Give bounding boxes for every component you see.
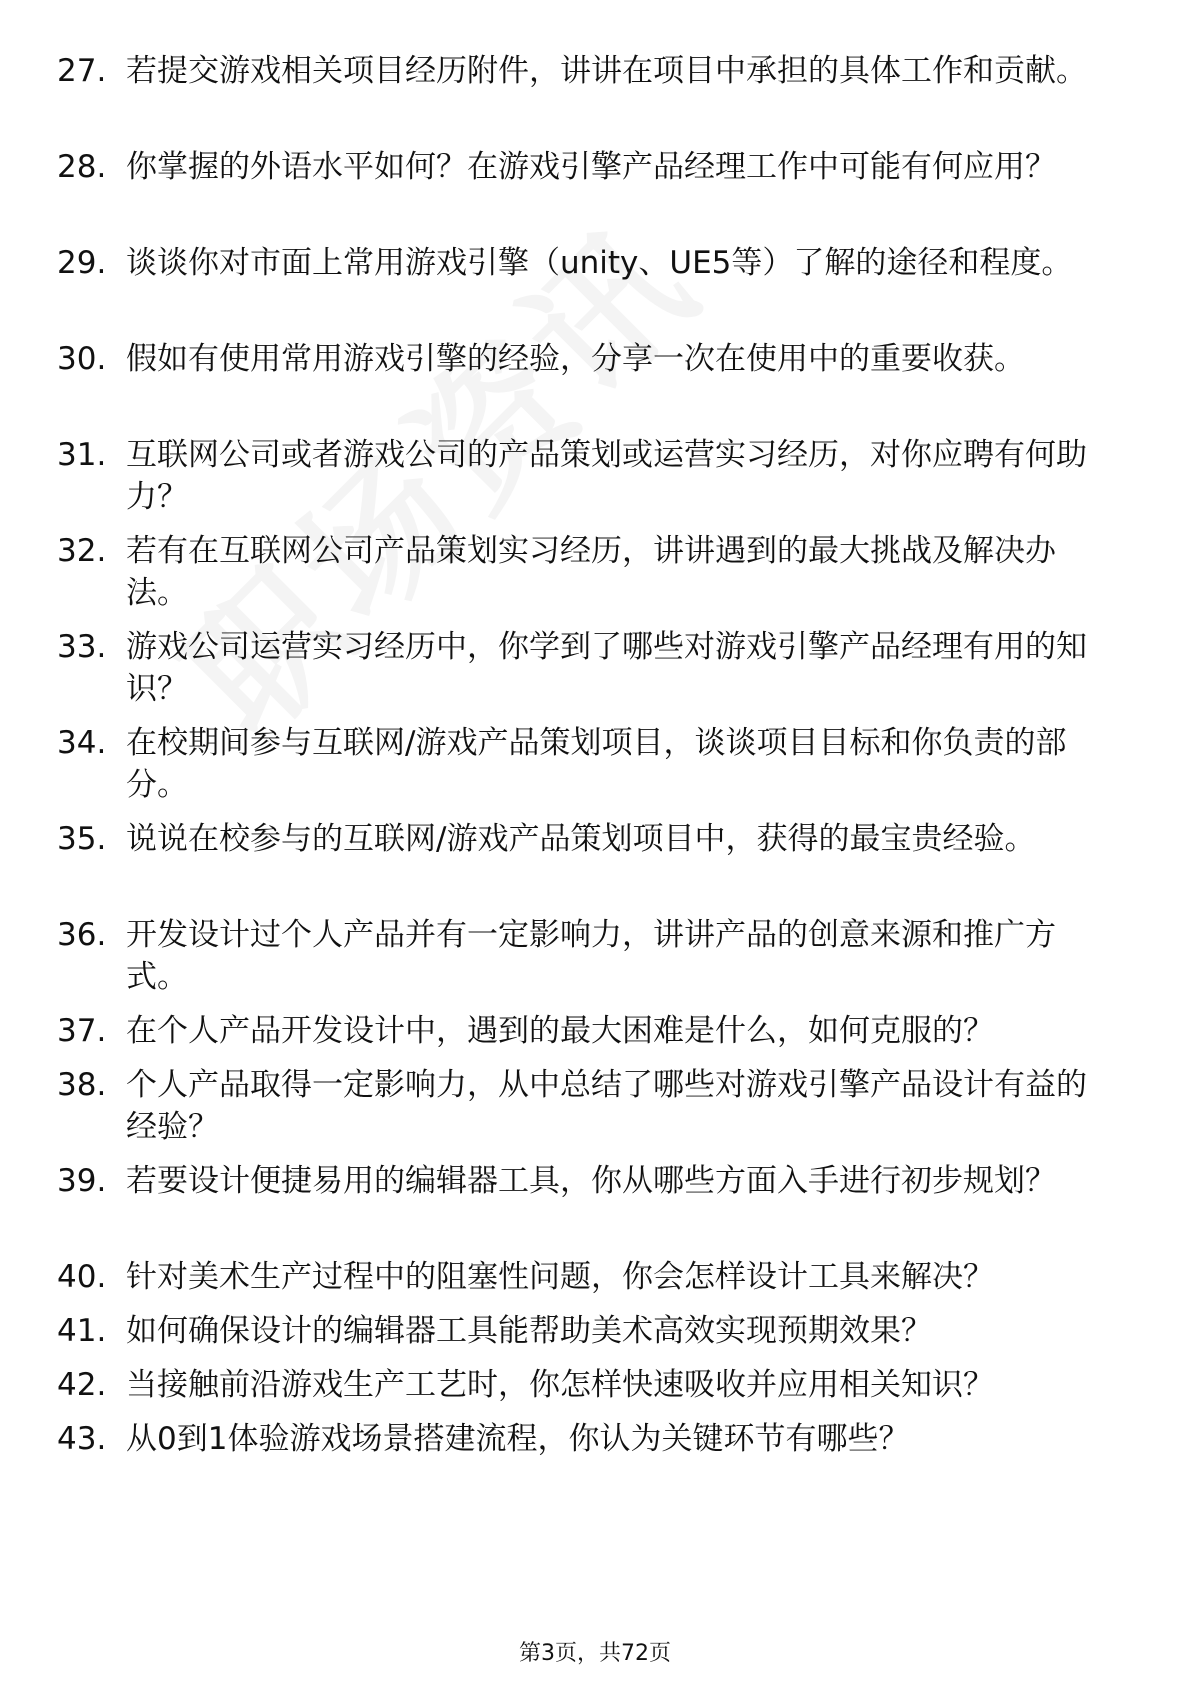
question-text: 说说在校参与的互联网/游戏产品策划项目中，获得的最宝贵经验。 bbox=[126, 821, 1036, 857]
question-text: 如何确保设计的编辑器工具能帮助美术高效实现预期效果？ bbox=[126, 1313, 932, 1349]
question-number: 32. bbox=[57, 533, 107, 569]
question-number: 35. bbox=[57, 821, 107, 857]
question-text: 针对美术生产过程中的阻塞性问题，你会怎样设计工具来解决？ bbox=[126, 1259, 994, 1295]
question-number: 39. bbox=[57, 1163, 107, 1199]
question-text: 开发设计过个人产品并有一定影响力，讲讲产品的创意来源和推广方式。 bbox=[126, 917, 1056, 995]
question-text: 个人产品取得一定影响力，从中总结了哪些对游戏引擎产品设计有益的经验？ bbox=[126, 1067, 1087, 1145]
question-number: 33. bbox=[57, 629, 107, 665]
question-text: 游戏公司运营实习经历中，你学到了哪些对游戏引擎产品经理有用的知识？ bbox=[126, 629, 1087, 707]
question-text: 在校期间参与互联网/游戏产品策划项目，谈谈项目目标和你负责的部分。 bbox=[126, 725, 1067, 803]
question-text: 互联网公司或者游戏公司的产品策划或运营实习经历，对你应聘有何助力？ bbox=[126, 437, 1087, 515]
question-text: 在个人产品开发设计中，遇到的最大困难是什么，如何克服的？ bbox=[126, 1013, 994, 1049]
question-number: 36. bbox=[57, 917, 107, 953]
question-text: 谈谈你对市面上常用游戏引擎（unity、UE5等）了解的途径和程度。 bbox=[126, 245, 1073, 281]
question-number: 29. bbox=[57, 245, 107, 281]
question-text: 若提交游戏相关项目经历附件，讲讲在项目中承担的具体工作和贡献。 bbox=[126, 53, 1087, 89]
question-number: 37. bbox=[57, 1013, 107, 1049]
page-footer: 第3页，共72页 bbox=[519, 1641, 671, 1666]
question-text: 你掌握的外语水平如何？在游戏引擎产品经理工作中可能有何应用？ bbox=[126, 149, 1056, 185]
question-number: 42. bbox=[57, 1367, 107, 1403]
question-text: 若有在互联网公司产品策划实习经历，讲讲遇到的最大挑战及解决办法。 bbox=[126, 533, 1056, 611]
question-number: 34. bbox=[57, 725, 107, 761]
question-number: 43. bbox=[57, 1421, 107, 1457]
question-number: 30. bbox=[57, 341, 107, 377]
question-number: 28. bbox=[57, 149, 107, 185]
question-number: 40. bbox=[57, 1259, 107, 1295]
question-number: 38. bbox=[57, 1067, 107, 1103]
question-text: 假如有使用常用游戏引擎的经验，分享一次在使用中的重要收获。 bbox=[126, 341, 1025, 377]
question-number: 41. bbox=[57, 1313, 107, 1349]
question-text: 从0到1体验游戏场景搭建流程，你认为关键环节有哪些？ bbox=[126, 1421, 910, 1457]
question-text: 若要设计便捷易用的编辑器工具，你从哪些方面入手进行初步规划？ bbox=[126, 1163, 1056, 1199]
question-number: 31. bbox=[57, 437, 107, 473]
question-text: 当接触前沿游戏生产工艺时，你怎样快速吸收并应用相关知识？ bbox=[126, 1367, 994, 1403]
question-number: 27. bbox=[57, 53, 107, 89]
